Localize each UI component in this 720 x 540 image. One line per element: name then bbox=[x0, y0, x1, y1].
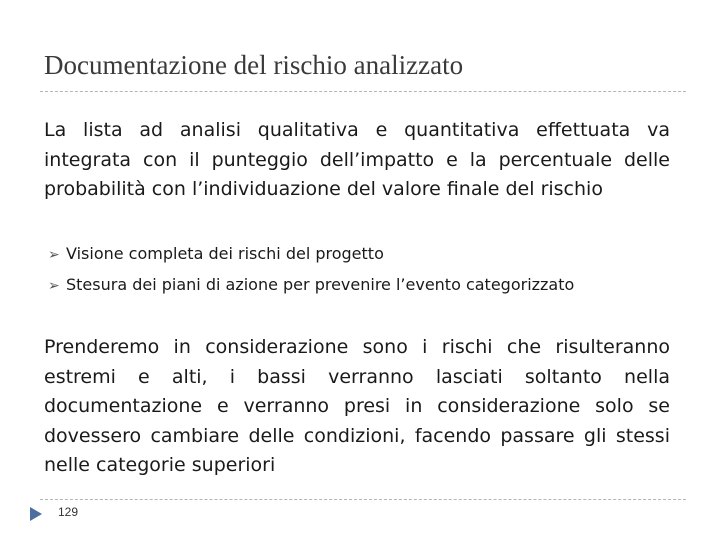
bullet-item bbox=[48, 269, 574, 300]
bullet-list bbox=[48, 238, 574, 300]
page-number: 129 bbox=[58, 505, 79, 519]
triangle-arrow-icon bbox=[30, 507, 42, 521]
intro-paragraph: La lista ad analisi qualitativa e quantitativa effettuata va integrata con il punteggio dell’impatto e la percentuale delle probabilità con l’individuazione del valore finale del rischio bbox=[44, 119, 670, 200]
bullet-text: Stesura dei piani di azione per prevenire l’evento categorizzato bbox=[66, 275, 575, 294]
arrow-bullet-icon: ➢ bbox=[48, 278, 60, 294]
closing-paragraph: Prenderemo in considerazione sono i rischi che risulteranno estremi e alti, i bassi verranno lasciati soltanto nella documentazione e verranno presi in considerazione solo se dovessero cambiare delle condizioni, facendo passare gli stessi nelle categorie superiori bbox=[44, 336, 670, 476]
title-divider bbox=[40, 91, 686, 92]
arrow-bullet-icon: ➢ bbox=[48, 247, 60, 263]
bullet-text: Visione completa dei rischi del progetto bbox=[66, 244, 384, 263]
slide-title: Documentazione del rischio analizzato bbox=[44, 50, 464, 80]
bullet-item bbox=[48, 238, 574, 269]
footer-divider bbox=[40, 499, 686, 500]
